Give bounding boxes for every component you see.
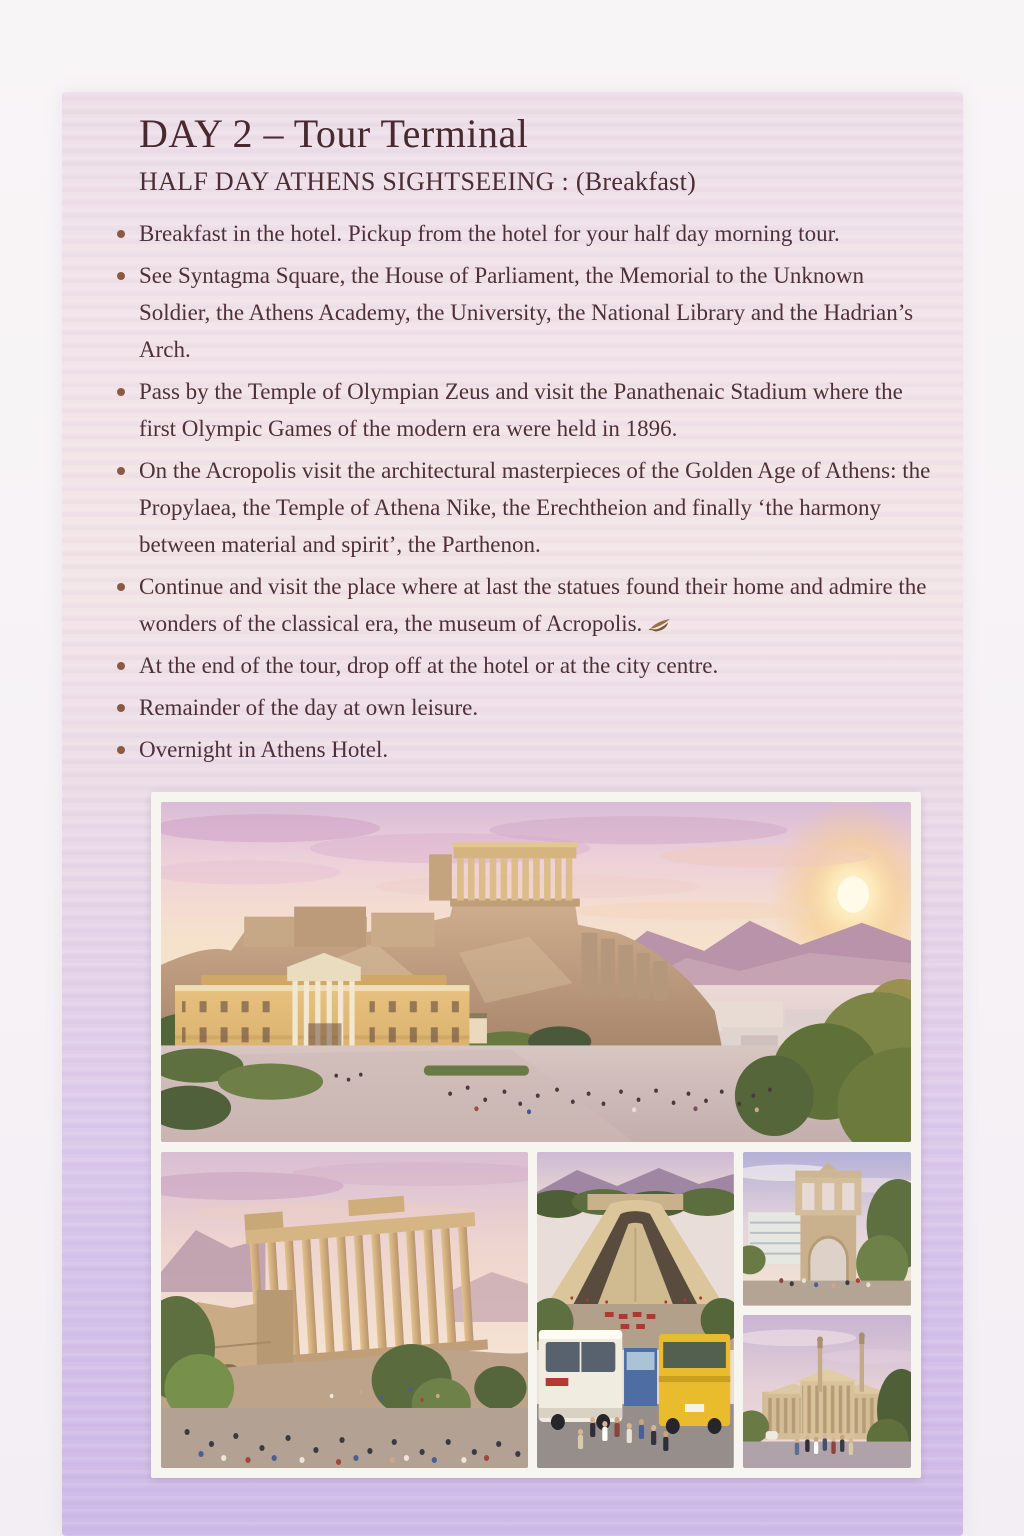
itinerary-item xyxy=(139,215,933,252)
itinerary-item xyxy=(139,257,933,368)
page-subtitle: HALF DAY ATHENS SIGHTSEEING : (Breakfast) xyxy=(139,167,697,196)
stadium-buses-illustration xyxy=(537,1152,734,1468)
itinerary-item-text: On the Acropolis visit the architectural masterpieces of the Golden Age of Athens: the Propylaea, the Temple of Athena Nike, the Erechtheion and finally ‘the harmony between material and spirit’, the Parthenon. xyxy=(139,458,931,557)
itinerary-item-text: Continue and visit the place where at last the statues found their home and admire the wonders of the classical era, the museum of Acropolis. xyxy=(139,574,927,636)
collage-bottom-row xyxy=(161,1152,911,1468)
white-statue xyxy=(766,1431,778,1439)
parthenon-crowds-illustration xyxy=(161,1152,528,1468)
photo-academy-of-athens xyxy=(743,1315,911,1469)
white-coach xyxy=(539,1330,623,1430)
hadrians-arch-illustration xyxy=(743,1152,911,1306)
page-title: DAY 2 – Tour Terminal xyxy=(139,111,529,156)
itinerary-item-text: Pass by the Temple of Olympian Zeus and visit the Panathenaic Stadium where the first Olympic Games of the modern era were held in 1896. xyxy=(139,379,903,441)
arch-monument xyxy=(795,1162,861,1290)
itinerary-item xyxy=(139,452,933,563)
academy-illustration xyxy=(743,1315,911,1469)
itinerary-list xyxy=(139,215,933,768)
itinerary-item-text: Overnight in Athens Hotel. xyxy=(139,737,389,762)
acropolis-sunset-illustration xyxy=(161,802,911,1142)
itinerary-item-text: Breakfast in the hotel. Pickup from the hotel for your half day morning tour. xyxy=(139,221,840,246)
laurel-ornament-icon xyxy=(648,617,672,632)
itinerary-item xyxy=(139,373,933,447)
itinerary-item xyxy=(139,689,933,726)
itinerary-item-text: See Syntagma Square, the House of Parliament, the Memorial to the Unknown Soldier, the Athens Academy, the University, the National Library and the Hadrian’s Arch. xyxy=(139,263,914,362)
photo-stadium-and-buses xyxy=(537,1152,734,1468)
itinerary-item xyxy=(139,731,933,768)
itinerary-item xyxy=(139,568,933,642)
itinerary-text-block xyxy=(62,92,963,1478)
itinerary-card xyxy=(62,92,963,1536)
itinerary-item-text: At the end of the tour, drop off at the hotel or at the city centre. xyxy=(139,653,719,678)
photo-parthenon-crowds xyxy=(161,1152,528,1468)
itinerary-item-text: Remainder of the day at own leisure. xyxy=(139,695,479,720)
ground xyxy=(161,1408,528,1468)
ground xyxy=(743,1281,911,1306)
yellow-bus xyxy=(659,1334,730,1434)
itinerary-item xyxy=(139,647,933,684)
photo-collage xyxy=(151,792,921,1478)
collage-right-column xyxy=(743,1152,911,1468)
photo-hadrians-arch xyxy=(743,1152,911,1306)
photo-acropolis-sunset xyxy=(161,802,911,1142)
